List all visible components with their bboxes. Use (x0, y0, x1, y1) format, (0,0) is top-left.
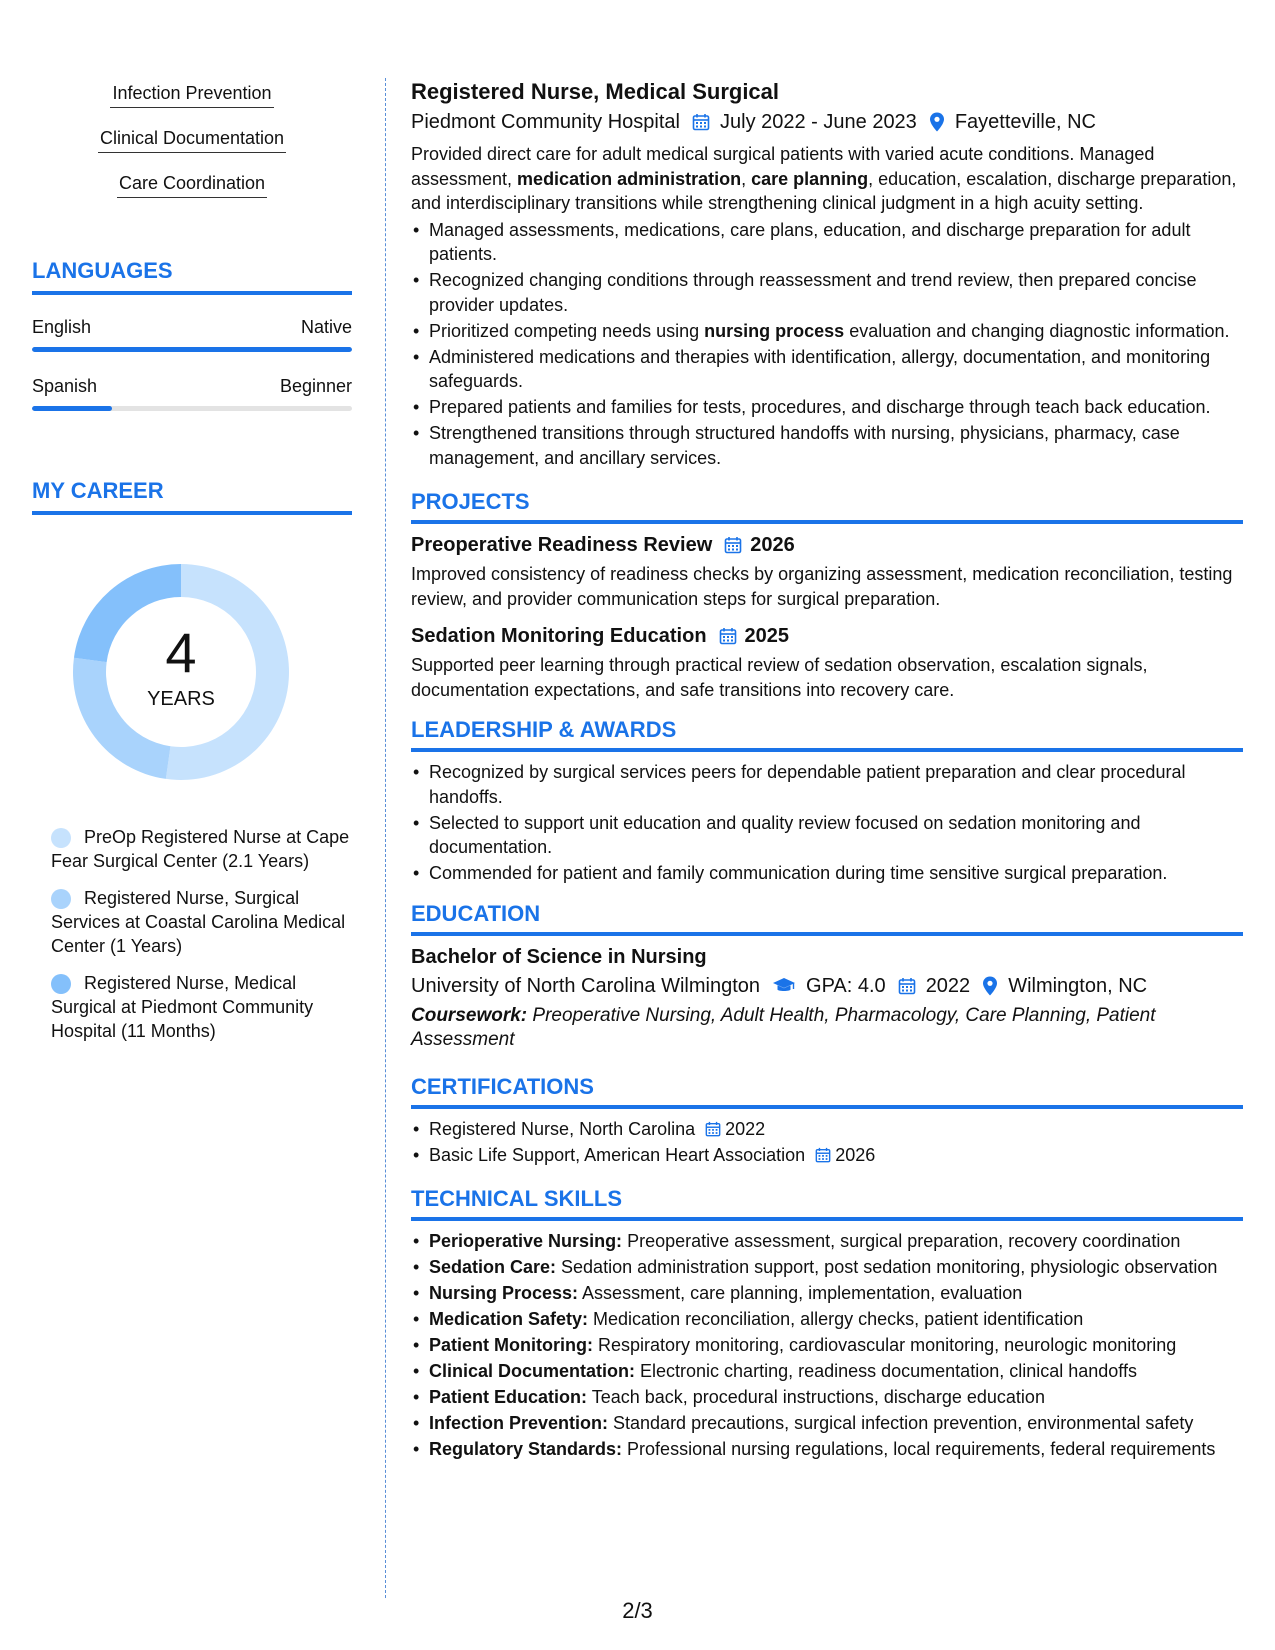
skill-label: Infection Prevention: (429, 1413, 609, 1433)
skill-label: Perioperative Nursing: (429, 1231, 623, 1251)
project-name: Preoperative Readiness Review (411, 534, 713, 556)
certification-item (411, 1117, 1243, 1142)
skill-label: Regulatory Standards: (429, 1439, 623, 1459)
career-years-value: 4 (165, 621, 197, 684)
text-run: Administered medications and therapies with identification, allergy, documentation, and monitoring safeguards. (429, 346, 1211, 391)
skill-label: Sedation Care: (429, 1257, 557, 1277)
leadership-item: • Recognized by surgical services peers for dependable patient preparation and clear procedural handoffs. (411, 760, 1243, 809)
strength-item: Clinical Documentation (98, 125, 286, 153)
skill-item (411, 1307, 1243, 1332)
education-location: Wilmington, NC (1008, 974, 1148, 997)
technical-skills-list (411, 1229, 1243, 1462)
skill-label: Medication Safety: (429, 1309, 589, 1329)
job-bullet (411, 218, 1243, 267)
career-donut-chart (66, 557, 296, 787)
skill-item (411, 1333, 1243, 1358)
skill-text: Electronic charting, readiness documentation, clinical handoffs (635, 1361, 1137, 1381)
career-legend-label: Registered Nurse, Surgical Services at Coastal Carolina Medical Center (1 Years) (51, 888, 346, 956)
skill-text: Preoperative assessment, surgical preparation, recovery coordination (622, 1231, 1181, 1251)
career-heading: MY CAREER (32, 477, 352, 515)
skill-item (411, 1229, 1243, 1254)
technical-skills-heading: TECHNICAL SKILLS (411, 1185, 1243, 1221)
education-heading: EDUCATION (411, 900, 1243, 936)
employer-name: Piedmont Community Hospital (411, 111, 680, 133)
coursework-label: Coursework: (411, 1004, 528, 1026)
skill-item (411, 1411, 1243, 1436)
text-run: Provided direct care for adult medical surgical patients with varied acute conditions. Managed assessment, (411, 144, 1155, 189)
job-dates: July 2022 - June 2023 (720, 111, 917, 133)
certification-year: 2022 (725, 1118, 766, 1139)
skill-text: Medication reconciliation, allergy checks, patient identification (588, 1309, 1084, 1329)
project-year: 2025 (744, 625, 790, 647)
legend-dot (51, 828, 71, 848)
skill-text: Professional nursing regulations, local requirements, federal requirements (622, 1439, 1216, 1459)
bold-keyword: care planning (751, 168, 869, 189)
job-title: Registered Nurse, Medical Surgical (411, 79, 780, 104)
certification-item (411, 1143, 1243, 1168)
leadership-item: • Selected to support unit education and quality review focused on sedation monitoring and documentation. (411, 811, 1243, 860)
career-legend-item (51, 886, 352, 958)
calendar-icon (815, 1147, 831, 1163)
project-year: 2026 (750, 534, 795, 556)
job-bullets (411, 218, 1243, 471)
language-proficiency-fill (32, 347, 352, 352)
strength-item: Care Coordination (117, 170, 267, 198)
column-divider (385, 78, 386, 1598)
career-legend-label: PreOp Registered Nurse at Cape Fear Surgical Center (2.1 Years) (51, 827, 350, 871)
job-meta (411, 108, 1243, 136)
project-entry (411, 532, 1243, 611)
calendar-icon (898, 977, 916, 995)
job-location: Fayetteville, NC (954, 111, 1096, 133)
graduation-cap-icon (772, 977, 796, 995)
career-legend (32, 825, 352, 1043)
skill-label: Nursing Process: (429, 1283, 579, 1303)
coursework (411, 1004, 1243, 1053)
leadership-list (411, 760, 1243, 886)
legend-dot (51, 889, 71, 909)
skill-item (411, 1385, 1243, 1410)
text-run: Managed assessments, medications, care plans, education, and discharge preparation for adult patients. (429, 219, 1191, 264)
calendar-icon (692, 113, 710, 131)
skill-item (411, 1359, 1243, 1384)
project-name: Sedation Monitoring Education (411, 625, 707, 647)
language-proficiency-bar (32, 347, 352, 352)
calendar-icon (719, 627, 737, 645)
project-entry (411, 623, 1243, 702)
career-legend-item (51, 971, 352, 1043)
career-legend-item (51, 825, 352, 873)
skill-item (411, 1437, 1243, 1462)
project-description: Supported peer learning through practical review of sedation observation, escalation signals, documentation expectations, and safe transitions into recovery care. (411, 655, 1148, 700)
skill-text: Respiratory monitoring, cardiovascular monitoring, neurologic monitoring (592, 1335, 1177, 1355)
leadership-heading: LEADERSHIP & AWARDS (411, 716, 1243, 752)
projects-heading: PROJECTS (411, 488, 1243, 524)
text-run: , education, escalation, discharge preparation, and interdisciplinary transitions while strengthening clinical judgment in a high acuity setting. (411, 168, 1237, 213)
education-year: 2022 (925, 974, 971, 997)
education-entry (411, 944, 1243, 1053)
education-gpa: GPA: 4.0 (806, 974, 886, 997)
skill-label: Patient Education: (429, 1387, 588, 1407)
text-run: Prioritized competing needs using (429, 320, 705, 341)
degree-title: Bachelor of Science in Nursing (411, 945, 707, 968)
calendar-icon (724, 536, 742, 554)
language-proficiency-fill (32, 406, 112, 411)
text-run: , (741, 168, 752, 189)
job-summary (411, 142, 1243, 216)
page-number: 2/3 (622, 1598, 653, 1623)
job-bullet (411, 319, 1243, 344)
job-bullet (411, 421, 1243, 470)
education-meta (411, 972, 1243, 1000)
certifications-list (411, 1117, 1243, 1168)
text-run: Prepared patients and families for tests, procedures, and discharge through teach back education. (429, 397, 1211, 417)
language-name: English (32, 317, 92, 337)
job-bullet (411, 395, 1243, 420)
bold-keyword: medication administration (517, 168, 742, 189)
skill-text: Assessment, care planning, implementation, evaluation (578, 1283, 1023, 1303)
language-level: Native (300, 317, 352, 337)
language-proficiency-bar (32, 406, 352, 411)
location-pin-icon (929, 112, 945, 132)
coursework-text: Preoperative Nursing, Adult Health, Pharmacology, Care Planning, Patient Assessment (411, 1004, 1156, 1050)
left-column (32, 80, 352, 1056)
project-description: Improved consistency of readiness checks by organizing assessment, medication reconciliation, testing review, and provider communication steps for surgical preparation. (411, 564, 1233, 609)
skill-text: Sedation administration support, post sedation monitoring, physiologic observation (556, 1257, 1218, 1277)
language-spanish (32, 374, 352, 411)
location-pin-icon (982, 976, 998, 996)
leadership-item: • Commended for patient and family communication during time sensitive surgical preparation. (411, 861, 1243, 886)
skill-label: Clinical Documentation: (429, 1361, 636, 1381)
career-years-label: YEARS (147, 688, 215, 710)
languages-heading: LANGUAGES (32, 257, 352, 295)
skill-item (411, 1255, 1243, 1280)
legend-dot (51, 974, 71, 994)
job-bullet (411, 345, 1243, 394)
certifications-heading: CERTIFICATIONS (411, 1073, 1243, 1109)
language-name: Spanish (32, 376, 98, 396)
calendar-icon (705, 1121, 721, 1137)
language-level: Beginner (279, 376, 352, 396)
certification-name: • Registered Nurse, North Carolina (429, 1118, 696, 1139)
text-run: Strengthened transitions through structured handoffs with nursing, physicians, pharmacy, case management, and ancillary services. (429, 423, 1180, 468)
career-legend-label: Registered Nurse, Medical Surgical at Piedmont Community Hospital (11 Months) (51, 973, 314, 1041)
job-bullet (411, 268, 1243, 317)
skill-text: Teach back, procedural instructions, discharge education (587, 1387, 1045, 1407)
strength-item: Infection Prevention (110, 80, 273, 108)
certification-year: 2026 (835, 1144, 876, 1165)
skill-text: Standard precautions, surgical infection prevention, environmental safety (608, 1413, 1194, 1433)
text-run: evaluation and changing diagnostic information. (844, 320, 1230, 341)
experience-entry (411, 78, 1243, 470)
strengths-list (32, 80, 352, 215)
school-name: University of North Carolina Wilmington (411, 974, 761, 997)
skill-item (411, 1281, 1243, 1306)
right-column (411, 78, 1243, 1463)
certification-name: • Basic Life Support, American Heart Association (429, 1144, 806, 1165)
text-run: Recognized changing conditions through reassessment and trend review, then prepared concise provider updates. (429, 270, 1197, 315)
skill-label: Patient Monitoring: (429, 1335, 593, 1355)
bold-keyword: nursing process (704, 320, 845, 341)
language-english (32, 315, 352, 352)
